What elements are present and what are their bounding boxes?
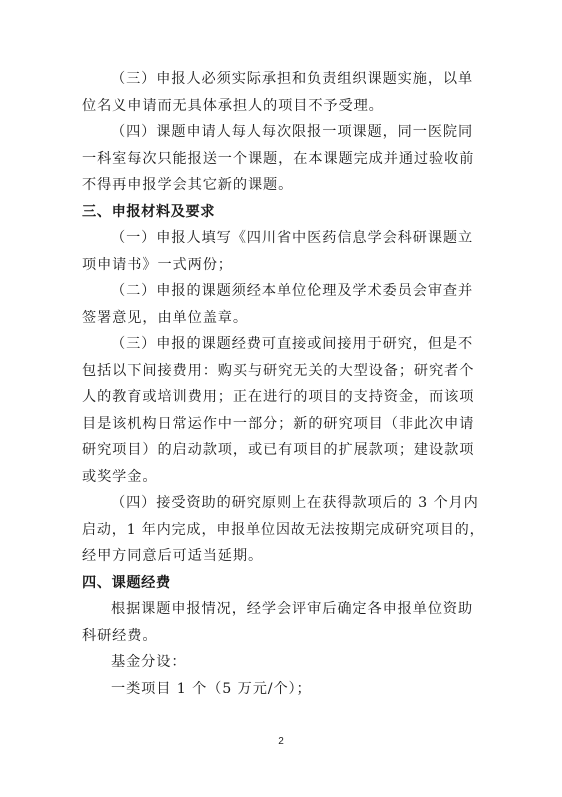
text-line: 包括以下间接费用：购买与研究无关的大型设备；研究者个 — [82, 362, 475, 379]
text-line: 或奖学金。 — [82, 468, 158, 485]
text-line: （二）申报的课题须经本单位伦理及学术委员会审查并 — [111, 283, 474, 299]
page-number: 2 — [278, 736, 284, 747]
text-line: （三）申报人必须实际承担和负责组织课题实施，以单 — [111, 71, 474, 87]
text-line: 项申请书》一式两份； — [82, 256, 233, 273]
text-line: 一科室每次只能报送一个课题，在本课题完成并通过验收前 — [82, 150, 475, 167]
section-heading: 三、申报材料及要求 — [82, 203, 216, 220]
text-line: 不得再申报学会其它新的课题。 — [82, 177, 294, 193]
section-heading: 四、课题经费 — [82, 574, 171, 591]
text-line: （三）申报的课题经费可直接或间接用于研究，但是不 — [111, 336, 474, 352]
text-line: 研究项目）的启动款项，或已有项目的扩展款项；建设款项 — [82, 442, 475, 458]
text-line: 启动，1 年内完成，申报单位因故无法按期完成研究项目的， — [82, 521, 485, 538]
text-line: （四）接受资助的研究原则上在获得款项后的 3 个月内 — [111, 495, 479, 511]
text-line: （四）课题申请人每人每次限报一项课题，同一医院同 — [111, 124, 474, 140]
text-line: 根据课题申报情况，经学会评审后确定各申报单位资助 — [111, 601, 474, 617]
text-line: 位名义申请而无具体承担人的项目不予受理。 — [82, 97, 384, 114]
document-body — [82, 66, 486, 702]
text-line: 目是该机构日常运作中一部分；新的研究项目（非此次申请 — [82, 415, 475, 432]
text-line: 人的教育或培训费用；正在进行的项目的支持资金，而该项 — [82, 389, 475, 405]
text-line: 一类项目 1 个（5 万元/个）； — [111, 680, 312, 697]
text-line: 基金分设： — [111, 654, 187, 670]
text-line: 签署意见，由单位盖章。 — [82, 309, 248, 326]
text-line: （一）申报人填写《四川省中医药信息学会科研课题立 — [111, 230, 474, 246]
text-line: 经甲方同意后可适当延期。 — [82, 548, 264, 564]
text-line: 科研经费。 — [82, 627, 158, 644]
